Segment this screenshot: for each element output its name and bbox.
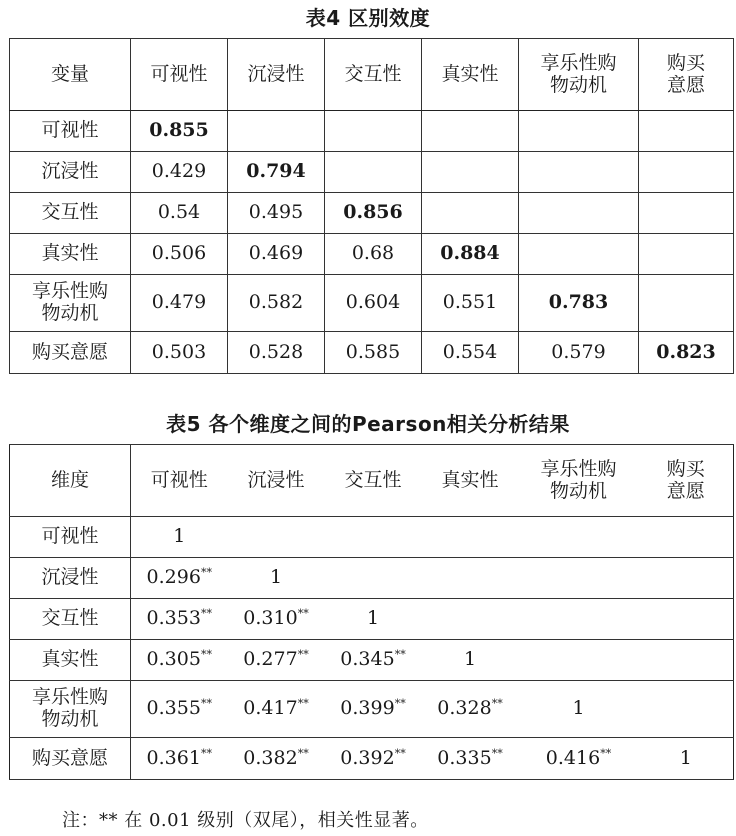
empty-cell <box>639 275 734 332</box>
cell-value: 0.296 <box>146 566 201 589</box>
significance-mark: ** <box>297 746 309 760</box>
empty-cell <box>422 517 519 558</box>
row-label: 真实性 <box>10 640 131 681</box>
table-row <box>10 599 734 640</box>
empty-cell <box>422 193 519 234</box>
significance-mark: ** <box>491 697 503 711</box>
empty-cell <box>639 234 734 275</box>
empty-cell <box>519 558 639 599</box>
value-cell <box>325 640 422 681</box>
value-cell <box>325 738 422 780</box>
empty-cell <box>228 517 325 558</box>
table-row <box>10 275 734 332</box>
cell-value: 0.305 <box>146 648 201 671</box>
cell-value: 0.604 <box>345 291 401 314</box>
empty-cell <box>639 640 734 681</box>
cell-value: 0.823 <box>656 340 716 363</box>
table-row <box>10 234 734 275</box>
value-cell <box>131 111 228 152</box>
header-cell: 真实性 <box>422 445 519 517</box>
row-label: 真实性 <box>10 234 131 275</box>
cell-value: 0.345 <box>340 648 395 671</box>
cell-value: 0.68 <box>351 242 395 265</box>
cell-value: 0.495 <box>248 201 304 224</box>
value-cell <box>228 234 325 275</box>
significance-mark: ** <box>297 697 309 711</box>
table-row <box>10 681 734 738</box>
cell-value: 0.528 <box>248 340 304 363</box>
empty-cell <box>519 234 639 275</box>
header-cell: 可视性 <box>131 445 228 517</box>
row-label: 沉浸性 <box>10 558 131 599</box>
empty-cell <box>639 681 734 738</box>
cell-value: 0.884 <box>440 242 500 265</box>
significance-mark: ** <box>200 746 212 760</box>
empty-cell <box>639 517 734 558</box>
empty-cell <box>639 111 734 152</box>
value-cell <box>228 558 325 599</box>
header-cell: 享乐性购 物动机 <box>519 39 639 111</box>
header-cell: 沉浸性 <box>228 39 325 111</box>
discriminant-validity-table <box>9 38 734 374</box>
header-cell: 可视性 <box>131 39 228 111</box>
cell-value: 0.417 <box>243 697 298 720</box>
value-cell <box>131 517 228 558</box>
cell-value: 1 <box>572 697 585 720</box>
empty-cell <box>325 111 422 152</box>
empty-cell <box>325 558 422 599</box>
cell-value: 0.506 <box>151 242 207 265</box>
value-cell <box>131 599 228 640</box>
table-row <box>10 193 734 234</box>
table-row <box>10 332 734 374</box>
value-cell <box>228 599 325 640</box>
cell-value: 1 <box>366 607 380 630</box>
value-cell <box>228 193 325 234</box>
value-cell <box>228 738 325 780</box>
value-cell <box>519 738 639 780</box>
cell-value: 1 <box>463 648 477 671</box>
cell-value: 0.855 <box>149 119 209 142</box>
value-cell <box>325 681 422 738</box>
empty-cell <box>422 558 519 599</box>
header-cell: 交互性 <box>325 39 422 111</box>
cell-value: 0.783 <box>548 291 609 314</box>
value-cell <box>228 681 325 738</box>
value-cell <box>228 152 325 193</box>
cell-value: 0.579 <box>551 340 606 363</box>
value-cell <box>131 152 228 193</box>
value-cell <box>228 640 325 681</box>
value-cell <box>131 640 228 681</box>
pearson-correlation-table <box>9 444 734 780</box>
significance-mark: ** <box>297 607 309 621</box>
value-cell <box>325 193 422 234</box>
row-label: 享乐性购 物动机 <box>10 681 131 738</box>
value-cell <box>422 681 519 738</box>
significance-mark: ** <box>394 746 406 760</box>
cell-value: 1 <box>173 525 186 548</box>
value-cell <box>131 275 228 332</box>
value-cell <box>519 681 639 738</box>
row-label: 可视性 <box>10 111 131 152</box>
cell-value: 0.355 <box>146 697 201 720</box>
empty-cell <box>519 640 639 681</box>
value-cell <box>131 332 228 374</box>
significance-mark: ** <box>200 607 212 621</box>
table-row <box>10 152 734 193</box>
table-row <box>10 738 734 780</box>
value-cell <box>422 275 519 332</box>
value-cell <box>422 640 519 681</box>
cell-value: 0.554 <box>442 340 498 363</box>
cell-value: 0.503 <box>151 340 207 363</box>
cell-value: 0.54 <box>157 201 201 224</box>
cell-value: 0.277 <box>243 648 298 671</box>
significance-mark: ** <box>297 648 309 662</box>
cell-value: 0.856 <box>343 201 403 224</box>
value-cell <box>519 275 639 332</box>
value-cell <box>325 332 422 374</box>
cell-value: 0.328 <box>437 697 492 720</box>
table-row <box>10 517 734 558</box>
value-cell <box>131 681 228 738</box>
cell-value: 0.582 <box>248 291 304 314</box>
value-cell <box>131 234 228 275</box>
value-cell <box>422 332 519 374</box>
header-cell: 真实性 <box>422 39 519 111</box>
value-cell <box>131 558 228 599</box>
significance-mark: ** <box>394 697 406 711</box>
empty-cell <box>639 599 734 640</box>
header-row <box>10 445 734 517</box>
empty-cell <box>228 111 325 152</box>
cell-value: 0.469 <box>248 242 304 265</box>
value-cell <box>131 738 228 780</box>
value-cell <box>131 193 228 234</box>
cell-value: 1 <box>269 566 283 589</box>
cell-value: 0.794 <box>246 160 306 183</box>
empty-cell <box>639 152 734 193</box>
empty-cell <box>639 193 734 234</box>
row-label: 沉浸性 <box>10 152 131 193</box>
value-cell <box>228 332 325 374</box>
header-cell: 购买 意愿 <box>639 39 734 111</box>
significance-mark: ** <box>200 697 212 711</box>
cell-value: 0.585 <box>345 340 401 363</box>
value-cell <box>325 275 422 332</box>
table-row <box>10 558 734 599</box>
cell-value: 1 <box>679 746 692 769</box>
empty-cell <box>519 152 639 193</box>
value-cell <box>325 234 422 275</box>
table5-title: 表5 各个维度之间的Pearson相关分析结果 <box>166 412 570 436</box>
value-cell <box>422 738 519 780</box>
row-label: 交互性 <box>10 193 131 234</box>
empty-cell <box>639 558 734 599</box>
significance-note: 注：** 在 0.01 级别（双尾），相关性显著。 <box>62 810 429 831</box>
cell-value: 0.310 <box>243 607 298 630</box>
header-cell: 交互性 <box>325 445 422 517</box>
value-cell <box>228 275 325 332</box>
cell-value: 0.479 <box>151 291 207 314</box>
significance-mark: ** <box>200 648 212 662</box>
empty-cell <box>325 152 422 193</box>
row-label: 享乐性购 物动机 <box>10 275 131 332</box>
cell-value: 0.382 <box>243 746 298 769</box>
value-cell <box>639 332 734 374</box>
significance-mark: ** <box>200 566 212 580</box>
cell-value: 0.429 <box>151 160 207 183</box>
header-row <box>10 39 734 111</box>
empty-cell <box>519 517 639 558</box>
header-cell: 沉浸性 <box>228 445 325 517</box>
value-cell <box>422 234 519 275</box>
cell-value: 0.392 <box>340 746 395 769</box>
table-row <box>10 111 734 152</box>
value-cell <box>519 332 639 374</box>
value-cell <box>639 738 734 780</box>
cell-value: 0.399 <box>340 697 395 720</box>
cell-value: 0.416 <box>545 746 601 769</box>
table4-title: 表4 区别效度 <box>305 6 431 30</box>
empty-cell <box>422 152 519 193</box>
row-label: 交互性 <box>10 599 131 640</box>
table-row <box>10 640 734 681</box>
row-label: 可视性 <box>10 517 131 558</box>
row-label: 购买意愿 <box>10 332 131 374</box>
significance-mark: ** <box>491 746 503 760</box>
header-cell: 购买 意愿 <box>639 445 734 517</box>
empty-cell <box>519 599 639 640</box>
significance-mark: ** <box>394 648 406 662</box>
cell-value: 0.361 <box>146 746 201 769</box>
row-label: 购买意愿 <box>10 738 131 780</box>
empty-cell <box>325 517 422 558</box>
header-cell: 变量 <box>10 39 131 111</box>
empty-cell <box>519 111 639 152</box>
header-cell: 维度 <box>10 445 131 517</box>
empty-cell <box>519 193 639 234</box>
value-cell <box>325 599 422 640</box>
significance-mark: ** <box>600 746 612 760</box>
header-cell: 享乐性购 物动机 <box>519 445 639 517</box>
cell-value: 0.335 <box>437 746 492 769</box>
cell-value: 0.353 <box>146 607 201 630</box>
cell-value: 0.551 <box>442 291 498 314</box>
empty-cell <box>422 111 519 152</box>
empty-cell <box>422 599 519 640</box>
